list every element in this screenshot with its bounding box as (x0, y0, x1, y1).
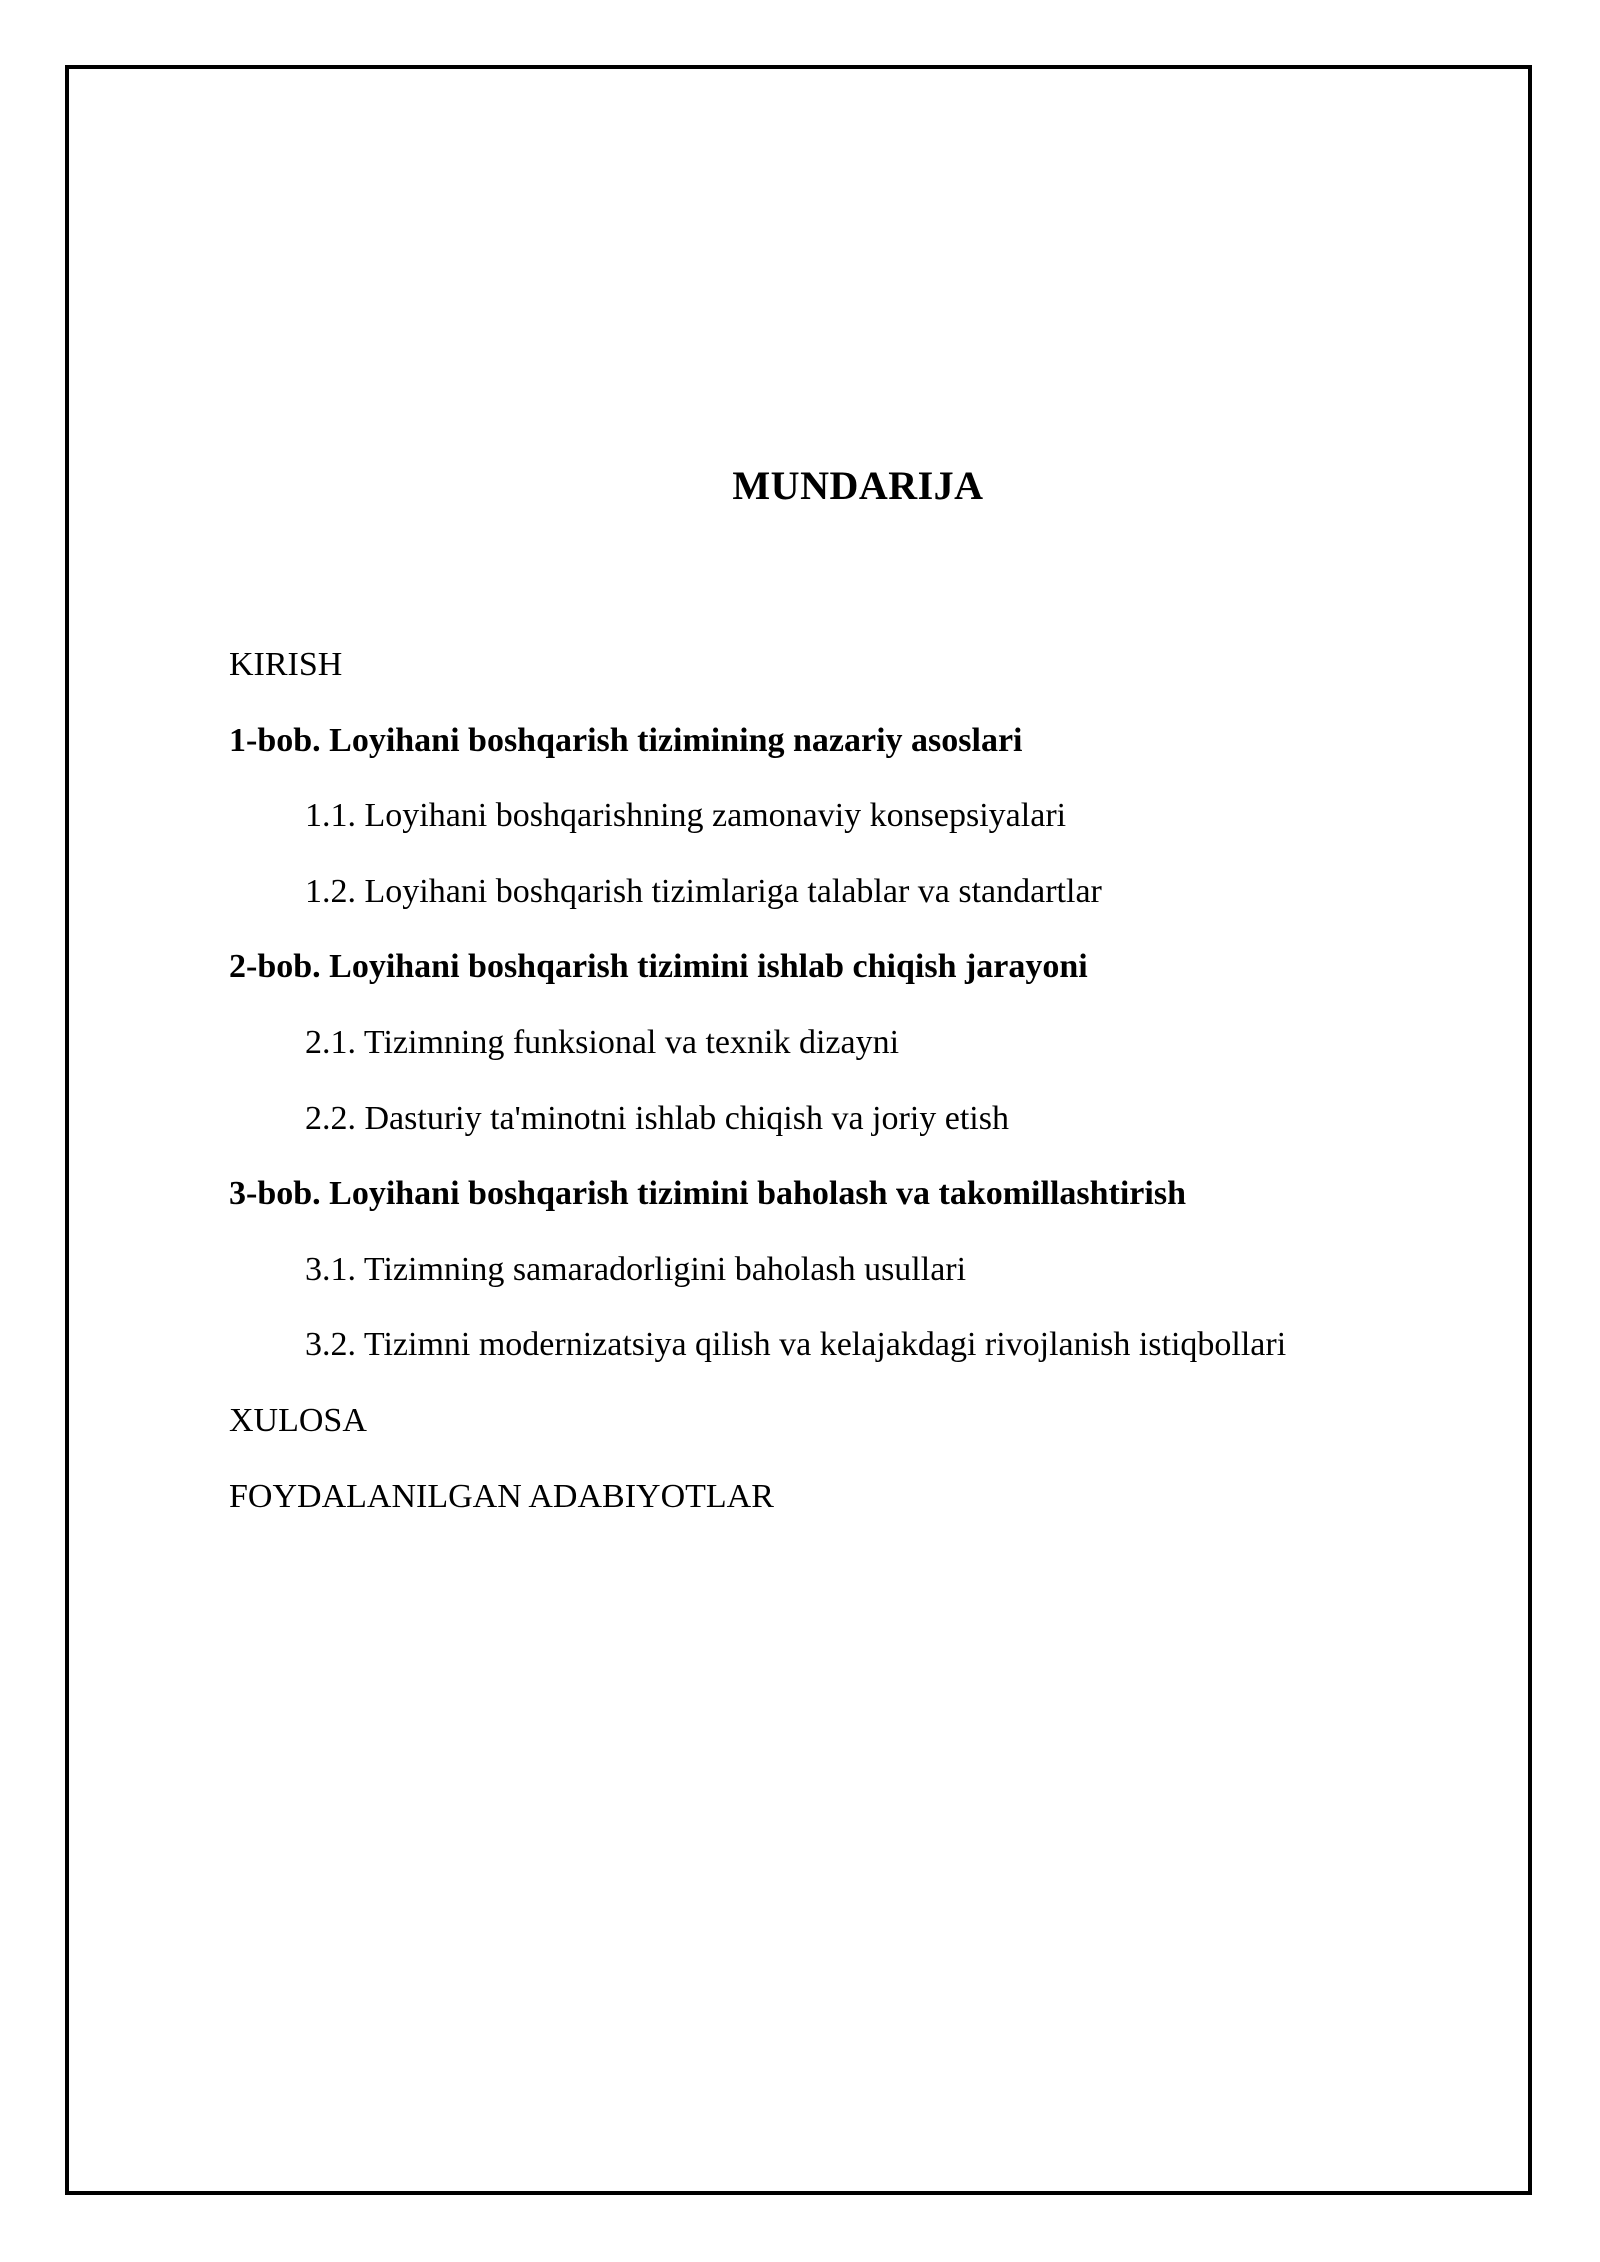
toc-section-1-2: 1.2. Loyihani boshqarish tizimlariga talablar va standartlar (305, 872, 1102, 910)
toc-section-3-2: 3.2. Tizimni modernizatsiya qilish va kelajakdagi rivojlanish istiqbollari (305, 1326, 1287, 1364)
toc-section-1-1: 1.1. Loyihani boshqarishning zamonaviy konsepsiyalari (305, 797, 1067, 835)
toc-section-2-1: 2.1. Tizimning funksional va texnik dizayni (305, 1023, 900, 1061)
toc-item-conclusion: XULOSA (229, 1401, 367, 1439)
toc-section-2-2: 2.2. Dasturiy ta'minotni ishlab chiqish va joriy etish (305, 1099, 1009, 1137)
page-title: MUNDARIJA (732, 463, 984, 508)
toc-item-references: FOYDALANILGAN ADABIYOTLAR (229, 1477, 774, 1515)
toc-chapter-2: 2-bob. Loyihani boshqarish tizimini ishlab chiqish jarayoni (229, 948, 1088, 986)
toc-item-introduction: KIRISH (229, 646, 343, 683)
toc-section-3-1: 3.1. Tizimning samaradorligini baholash usullari (305, 1250, 967, 1288)
table-of-contents (229, 645, 1489, 1552)
toc-chapter-3: 3-bob. Loyihani boshqarish tizimini baholash va takomillashtirish (229, 1175, 1186, 1213)
toc-chapter-1: 1-bob. Loyihani boshqarish tizimining nazariy asoslari (229, 721, 1023, 759)
